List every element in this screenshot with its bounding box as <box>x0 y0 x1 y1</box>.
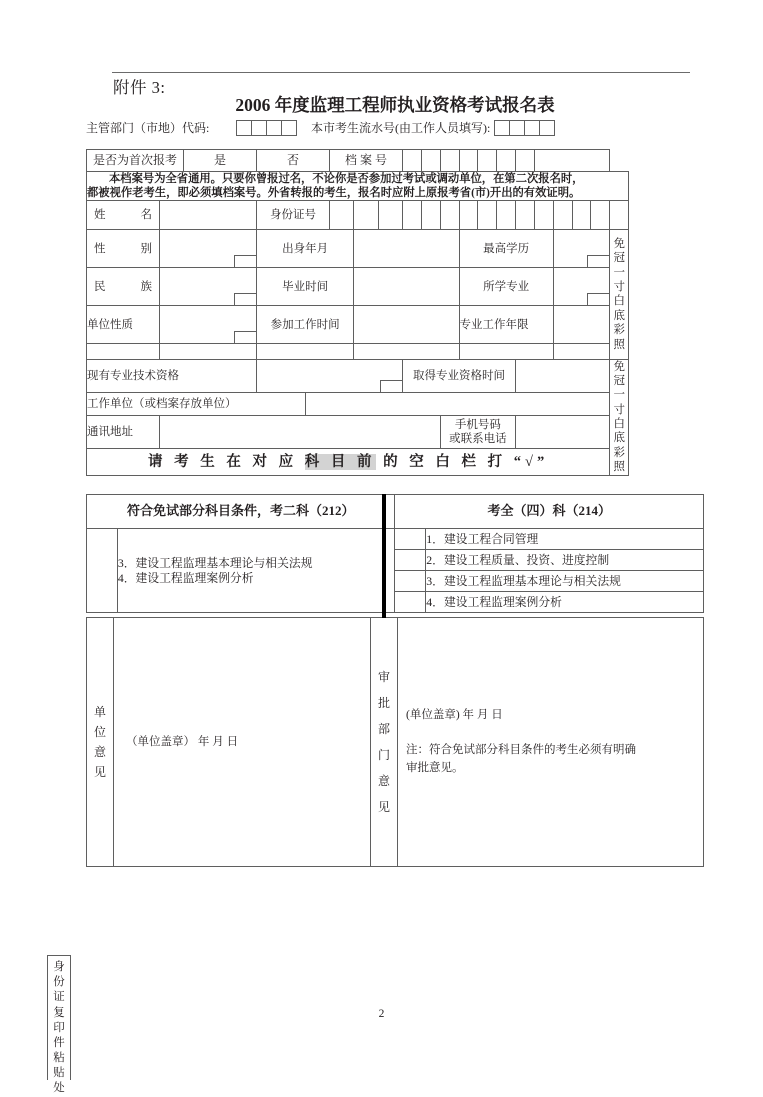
id-paste-char-5: 印 <box>53 1021 65 1034</box>
subject-row-1 <box>87 529 704 550</box>
photo-line-1: 免冠 <box>613 237 625 265</box>
professional-years-value-field[interactable] <box>553 306 610 344</box>
mailing-address-label: 通讯地址 <box>87 416 160 449</box>
photo2-line-4: 彩照 <box>613 446 625 474</box>
instruction-highlight: 科 目 前 <box>304 453 376 470</box>
dept-code-box-1[interactable] <box>237 121 252 136</box>
photo-placeholder-top <box>610 230 629 359</box>
left-subject-item-1: 3．建设工程监理基本理论与相关法规 <box>117 555 313 570</box>
id-box-6[interactable] <box>440 201 459 230</box>
id-paste-char-7: 粘 <box>53 1052 65 1065</box>
spacer-cell-e <box>459 344 553 359</box>
photo-line-3: 白底 <box>613 295 625 322</box>
spacer-cell-b <box>159 344 256 359</box>
unit-opinion-char-4: 见 <box>93 764 106 779</box>
work-unit-value-field[interactable] <box>305 393 610 416</box>
phone-label-line-2: 或联系电话 <box>449 433 507 446</box>
current-qualification-label: 现有专业技术资格 <box>87 359 257 392</box>
phone-value-field[interactable] <box>516 416 610 449</box>
id-box-4[interactable] <box>403 201 422 230</box>
id-box-12[interactable] <box>553 201 572 230</box>
unit-seal-line: （单位盖章） 年 月 日 <box>126 735 239 748</box>
left-option-title: 符合免试部分科目条件，考二科（212） <box>87 495 395 529</box>
unit-opinion-label <box>87 618 114 867</box>
first-time-row <box>87 150 705 172</box>
birth-date-label: 出身年月 <box>257 230 354 268</box>
dept-opinion-label <box>371 618 398 867</box>
graduation-time-value-field[interactable] <box>354 268 459 306</box>
dept-opinion-char-2: 批 <box>377 695 390 710</box>
unit-opinion-char-1: 单 <box>93 704 106 719</box>
major-label: 所学专业 <box>459 268 553 306</box>
work-start-time-label: 参加工作时间 <box>257 306 354 344</box>
dept-code-box-3[interactable] <box>267 121 282 136</box>
dept-opinion-char-6: 见 <box>377 799 390 814</box>
ethnicity-label: 民 族 <box>94 280 152 293</box>
right-subject-item-1: 1．建设工程合同管理 <box>426 529 704 550</box>
mailing-address-value-field[interactable] <box>159 416 440 449</box>
id-box-2[interactable] <box>354 201 378 230</box>
subject-thick-divider <box>382 494 386 618</box>
spacer-cell-a <box>87 344 160 359</box>
left-subject-item-2: 4．建设工程监理案例分析 <box>117 570 254 585</box>
photo-line-4: 彩照 <box>613 324 625 351</box>
gender-row <box>87 230 705 268</box>
unit-nature-value-field[interactable] <box>159 306 256 344</box>
gender-label-cell <box>87 230 160 268</box>
instruction-cell <box>87 449 610 475</box>
dept-code-label: 主管部门（市地）代码: <box>86 120 210 135</box>
page-title: 2006 年度监理工程师执业资格考试报名表 <box>235 95 555 115</box>
notice-row <box>87 172 705 201</box>
approval-row <box>87 618 704 867</box>
main-form-table <box>86 149 704 476</box>
header-rule <box>112 72 690 73</box>
phone-label-line-1: 手机号码 <box>454 418 501 431</box>
name-label: 姓 名 <box>94 209 152 222</box>
unit-opinion-char-2: 位 <box>93 724 106 739</box>
spacer-cell-c <box>257 344 354 359</box>
photo2-line-2: 一寸 <box>613 389 625 416</box>
dept-opinion-char-5: 意 <box>377 773 390 788</box>
id-box-8[interactable] <box>478 201 497 230</box>
current-qualification-value-field[interactable] <box>257 359 403 392</box>
id-paste-char-3: 证 <box>53 991 65 1004</box>
id-box-7[interactable] <box>459 201 478 230</box>
dept-code-row <box>86 121 704 136</box>
archive-box-1[interactable] <box>403 150 422 172</box>
professional-years-label: 专业工作年限 <box>459 306 553 344</box>
notice-cell <box>87 172 629 201</box>
ethnicity-value-field[interactable] <box>159 268 256 306</box>
right-checkbox-2[interactable] <box>395 550 426 571</box>
ethnicity-code-box[interactable] <box>234 293 256 306</box>
unit-nature-label: 单位性质 <box>87 306 160 344</box>
id-paste-char-1: 身 <box>53 961 65 973</box>
instruction-part-2: 的 空 白 栏 打 “√” <box>375 453 549 470</box>
name-label-cell <box>87 201 160 230</box>
dept-code-box-2[interactable] <box>252 121 267 136</box>
work-start-time-value-field[interactable] <box>354 306 459 344</box>
photo2-line-1: 免冠 <box>613 360 625 387</box>
spacer-a <box>297 121 312 136</box>
id-box-13[interactable] <box>572 201 591 230</box>
archive-box-7[interactable] <box>516 150 535 172</box>
work-unit-label: 工作单位（或档案存放单位） <box>87 393 306 416</box>
highest-education-label: 最高学历 <box>459 230 553 268</box>
dept-opinion-char-3: 部 <box>377 721 390 736</box>
id-paste-char-6: 件 <box>53 1036 65 1049</box>
gender-label: 性 别 <box>94 242 152 255</box>
serial-box-4[interactable] <box>540 121 555 136</box>
first-time-no[interactable]: 否 <box>257 150 330 172</box>
name-value-field[interactable] <box>159 201 256 230</box>
spacer-cell-f <box>553 344 610 359</box>
id-box-11[interactable] <box>534 201 553 230</box>
major-value-field[interactable] <box>553 268 610 306</box>
right-checkbox-4[interactable] <box>395 592 426 613</box>
archive-box-4[interactable] <box>459 150 478 172</box>
subject-titles-row <box>87 495 704 529</box>
spacer-b <box>555 121 705 136</box>
approval-note-line-2: 审批意见。 <box>406 762 464 775</box>
first-time-label: 是否为首次报考 <box>87 150 184 172</box>
id-number-label: 身份证号 <box>257 201 330 230</box>
approval-table <box>86 617 704 867</box>
id-paste-char-9: 处 <box>53 1082 65 1095</box>
education-code-box[interactable] <box>587 255 609 268</box>
qualification-time-label: 取得专业资格时间 <box>403 359 516 392</box>
phone-label-cell <box>440 416 515 449</box>
id-paste-char-2: 份 <box>53 976 65 989</box>
photo-placeholder-bottom <box>610 359 629 475</box>
left-subject-list <box>117 529 395 613</box>
right-subject-item-3: 3．建设工程监理基本理论与相关法规 <box>426 571 704 592</box>
highest-education-value-field[interactable] <box>553 230 610 268</box>
id-paste-char-4: 复 <box>53 1006 65 1019</box>
left-group-checkbox[interactable] <box>87 529 118 613</box>
id-box-5[interactable] <box>421 201 440 230</box>
approval-note-line-1: 注：符合免试部分科目条件的考生必须有明确 <box>406 743 636 756</box>
page-number: 2 <box>378 1008 385 1020</box>
ethnicity-label-cell <box>87 268 160 306</box>
id-box-1[interactable] <box>330 201 354 230</box>
archive-box-6[interactable] <box>497 150 516 172</box>
gender-code-box[interactable] <box>234 255 256 268</box>
dept-seal-line: (单位盖章) 年 月 日 <box>406 709 503 722</box>
archive-number-label: 档 案 号 <box>330 150 403 172</box>
notice-line-1: 本档案号为全省通用。只要你曾报过名，不论你是否参加过考试或调动单位，在第二次报名时， <box>109 173 584 185</box>
archive-box-8[interactable] <box>534 150 609 172</box>
serial-box-1[interactable] <box>495 121 510 136</box>
photo-line-2: 一寸 <box>613 266 625 294</box>
qualification-code-box[interactable] <box>380 380 402 393</box>
id-box-9[interactable] <box>497 201 516 230</box>
name-id-row <box>87 201 705 230</box>
gender-value-field[interactable] <box>159 230 256 268</box>
right-checkbox-3[interactable] <box>395 571 426 592</box>
spacer-cell-d <box>354 344 459 359</box>
id-box-15[interactable] <box>610 201 629 230</box>
id-box-tail[interactable] <box>629 201 704 230</box>
qualification-row <box>87 359 705 392</box>
photo2-line-3: 白底 <box>613 418 625 445</box>
instruction-part-1: 请 考 生 在 对 应 <box>148 453 305 470</box>
dept-code-box-4[interactable] <box>282 121 297 136</box>
notice-line-2: 都被视作老考生，即必须填档案号。外省转报的考生，报名时应附上原报考省(市)开出的有效证明。 <box>87 187 581 200</box>
archive-box-3[interactable] <box>440 150 459 172</box>
unit-opinion-char-3: 意 <box>93 744 106 759</box>
id-box-3[interactable] <box>378 201 402 230</box>
id-box-10[interactable] <box>516 201 535 230</box>
unit-nature-code-box[interactable] <box>234 331 256 344</box>
unit-opinion-field[interactable] <box>114 618 371 867</box>
graduation-time-label: 毕业时间 <box>257 268 354 306</box>
dept-opinion-field[interactable] <box>398 618 704 867</box>
right-subject-item-2: 2．建设工程质量、投资、进度控制 <box>426 550 704 571</box>
right-checkbox-1[interactable] <box>395 529 426 550</box>
right-option-title: 考全（四）科（214） <box>395 495 704 529</box>
right-subject-item-4: 4．建设工程监理案例分析 <box>426 592 704 613</box>
serial-box-2[interactable] <box>510 121 525 136</box>
serial-box-3[interactable] <box>525 121 540 136</box>
archive-box-5[interactable] <box>478 150 497 172</box>
serial-label: 本市考生流水号(由工作人员填写): <box>311 120 491 135</box>
id-paste-char-8: 贴 <box>53 1067 65 1080</box>
id-box-14[interactable] <box>591 201 610 230</box>
qualification-time-value-field[interactable] <box>516 359 610 392</box>
header-code-table <box>86 120 704 136</box>
dept-opinion-char-4: 门 <box>377 747 390 762</box>
attachment-label: 附件 3: <box>113 78 166 97</box>
archive-box-2[interactable] <box>421 150 440 172</box>
subject-selection-table <box>86 494 704 613</box>
first-time-yes[interactable]: 是 <box>184 150 257 172</box>
dept-opinion-char-1: 审 <box>377 669 390 684</box>
birth-date-value-field[interactable] <box>354 230 459 268</box>
major-code-box[interactable] <box>587 293 609 306</box>
